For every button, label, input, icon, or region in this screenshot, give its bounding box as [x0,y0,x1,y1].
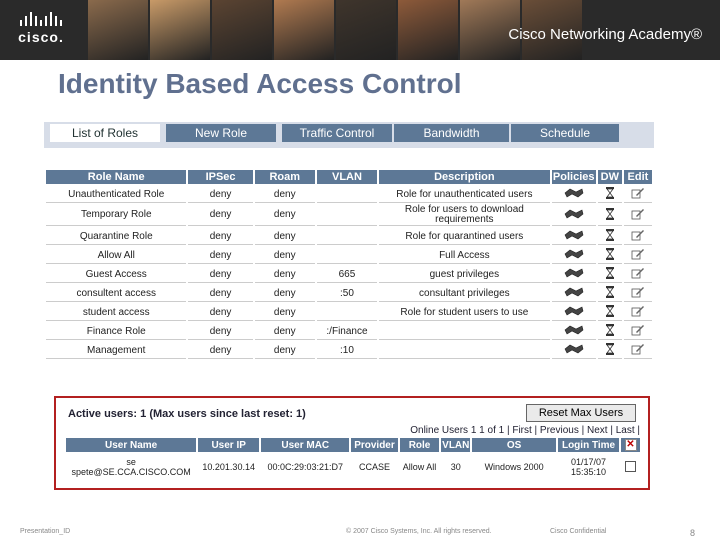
col-user-vlan: VLAN [442,439,470,451]
role-name-cell: Allow All [46,247,186,264]
hourglass-icon[interactable] [605,324,615,339]
vlan-cell [317,205,377,226]
col-description[interactable]: Description [379,170,550,184]
roam-cell: deny [255,266,315,283]
role-row[interactable] [46,342,652,359]
pagination[interactable]: Online Users 1 1 of 1 | First | Previous | Next | Last | [410,425,640,436]
role-row[interactable] [46,304,652,321]
role-name-cell: consultent access [46,285,186,302]
role-row[interactable] [46,323,652,340]
ipsec-cell: deny [188,304,252,321]
dw-cell [598,186,622,203]
role-name-cell: Temporary Role [46,205,186,226]
hourglass-icon[interactable] [605,305,615,320]
tab-schedule[interactable]: Schedule [511,124,619,142]
description-cell: Full Access [379,247,550,264]
banner-photo [274,0,334,60]
edit-cell [624,228,652,245]
col-user-ip: User IP [198,438,259,452]
policies-icon[interactable] [564,187,584,202]
hourglass-icon[interactable] [605,267,615,282]
user-role-cell: Allow All [402,462,437,472]
role-name-cell: Guest Access [46,266,186,283]
page-title: Identity Based Access Control [58,68,462,99]
select-user-checkbox[interactable] [625,461,636,472]
edit-cell [624,304,652,321]
user-mac-cell: 00:0C:29:03:21:D7 [267,462,344,472]
roam-cell: deny [255,186,315,203]
col-login-time: Login Time [558,438,619,452]
user-ip-cell: 10.201.30.14 [202,462,255,472]
ipsec-cell: deny [188,186,252,203]
hourglass-icon[interactable] [605,208,615,223]
role-name-cell: Finance Role [46,323,186,340]
ipsec-cell: deny [188,285,252,302]
policies-icon[interactable] [564,343,584,358]
dw-cell [598,205,622,226]
users-body [66,454,640,480]
policies-cell [552,228,596,245]
banner-photo [212,0,272,60]
roles-body [46,186,652,359]
col-role-name[interactable]: Role Name [46,170,186,184]
banner-photo [150,0,210,60]
policies-icon[interactable] [564,305,584,320]
col-user-name: User Name [66,438,196,452]
ipsec-cell: deny [188,247,252,264]
col-roam[interactable]: Roam [255,170,315,184]
user-row [66,454,640,480]
policies-icon[interactable] [564,248,584,263]
academy-label: Cisco Networking Academy® [508,26,702,43]
role-row[interactable] [46,247,652,264]
close-icon[interactable]: ✕ [626,439,635,450]
col-policies[interactable]: Policies [552,171,595,183]
vlan-cell: :/Finance [317,323,377,340]
hourglass-icon[interactable] [605,229,615,244]
description-cell: Role for quarantined users [379,228,550,245]
policies-icon[interactable] [564,229,584,244]
hourglass-icon[interactable] [605,187,615,202]
ipsec-cell: deny [188,342,252,359]
edit-cell [624,205,652,226]
reset-max-users-button[interactable]: Reset Max Users [526,404,636,422]
policies-icon[interactable] [564,208,584,223]
policies-cell [552,186,596,203]
policies-cell [552,342,596,359]
vlan-cell: :50 [317,285,377,302]
vlan-cell [317,247,377,264]
dw-cell [598,228,622,245]
description-cell: guest privileges [379,266,550,283]
cisco-bars-icon [14,12,68,26]
tab-bar [44,122,654,148]
dw-cell [598,342,622,359]
roam-cell: deny [255,304,315,321]
policies-cell [552,247,596,264]
col-ipsec[interactable]: IPSec [188,170,252,184]
edit-icon[interactable] [631,267,645,282]
logo-wordmark: cisco. [18,29,64,45]
edit-icon[interactable] [631,324,645,339]
user-os-cell: Windows 2000 [484,462,544,472]
role-row[interactable] [46,205,652,226]
roles-table [44,168,654,361]
edit-cell [624,186,652,203]
col-edit[interactable]: Edit [624,170,652,184]
vlan-cell [317,228,377,245]
users-header-row [66,438,640,452]
col-role: Role [400,438,440,452]
banner-photo [88,0,148,60]
edit-cell [624,247,652,264]
edit-icon[interactable] [631,229,645,244]
users-table [64,436,642,482]
edit-icon[interactable] [631,248,645,263]
role-name-cell: Unauthenticated Role [46,186,186,203]
roam-cell: deny [255,285,315,302]
tab-bandwidth[interactable]: Bandwidth [394,124,509,142]
edit-icon[interactable] [631,343,645,358]
roam-cell: deny [255,228,315,245]
dw-cell [598,247,622,264]
vlan-cell [317,304,377,321]
description-cell: Role for student users to use [379,304,550,321]
cisco-logo [14,12,68,46]
tab-traffic-control[interactable]: Traffic Control [282,124,392,142]
tab-list-of-roles[interactable]: List of Roles [50,124,160,142]
policies-icon[interactable] [564,324,584,339]
vlan-cell: :10 [317,342,377,359]
col-user-mac: User MAC [261,438,349,452]
col-provider: Provider [351,438,397,452]
user-login-cell: 01/17/07 15:35:10 [571,457,607,477]
edit-icon[interactable] [631,286,645,301]
hourglass-icon[interactable] [605,286,615,301]
roam-cell: deny [255,247,315,264]
role-name-cell: student access [46,304,186,321]
vlan-cell [317,186,377,203]
policies-icon[interactable] [564,286,584,301]
col-os: OS [472,438,556,452]
policies-cell [552,266,596,283]
edit-icon[interactable] [631,208,645,223]
role-row[interactable] [46,266,652,283]
dw-cell [598,285,622,302]
dw-cell [598,304,622,321]
banner-photo [398,0,458,60]
description-cell: Role for users to download requirements [379,205,550,226]
roam-cell: deny [255,205,315,226]
policies-cell [552,304,596,321]
active-users-title: Active users: 1 (Max users since last reset: 1) [68,408,306,420]
user-user-cell: se spete@SE.CCA.CISCO.COM [71,457,191,477]
col-dw[interactable]: DW [598,170,622,184]
policies-cell [552,285,596,302]
role-name-cell: Management [46,342,186,359]
policies-icon[interactable] [564,267,584,282]
description-cell [379,323,550,340]
ipsec-cell: deny [188,205,252,226]
dw-cell [598,323,622,340]
role-row[interactable] [46,228,652,245]
ipsec-cell: deny [188,228,252,245]
policies-cell [552,205,596,226]
vlan-cell: 665 [317,266,377,283]
header-banner [0,0,720,60]
tab-new-role[interactable]: New Role [166,124,276,142]
edit-cell [624,285,652,302]
ipsec-cell: deny [188,323,252,340]
edit-icon[interactable] [631,305,645,320]
user-vlan-cell: 30 [450,462,461,472]
role-row[interactable] [46,186,652,203]
roam-cell: deny [255,323,315,340]
description-cell: consultant privileges [379,285,550,302]
description-cell [379,342,550,359]
hourglass-icon[interactable] [605,343,615,358]
edit-cell [624,323,652,340]
roles-header-row [46,170,652,184]
edit-cell [624,266,652,283]
col-vlan[interactable]: VLAN [317,170,377,184]
banner-photo [336,0,396,60]
edit-cell [624,342,652,359]
role-name-cell: Quarantine Role [46,228,186,245]
policies-cell [552,323,596,340]
role-row[interactable] [46,285,652,302]
ipsec-cell: deny [188,266,252,283]
footer-confidential: Cisco Confidential [550,528,607,535]
description-cell: Role for unauthenticated users [379,186,550,203]
active-users-panel [54,396,650,490]
roam-cell: deny [255,342,315,359]
dw-cell [598,266,622,283]
footer-page-number: 8 [690,528,696,538]
footer-presentation-id: Presentation_ID [20,528,71,535]
user-provider-cell: CCASE [358,462,390,472]
select-cell [621,454,640,480]
footer-copyright: © 2007 Cisco Systems, Inc. All rights reserved. [346,528,492,535]
edit-icon[interactable] [631,187,645,202]
col-remove [621,438,640,452]
hourglass-icon[interactable] [605,248,615,263]
